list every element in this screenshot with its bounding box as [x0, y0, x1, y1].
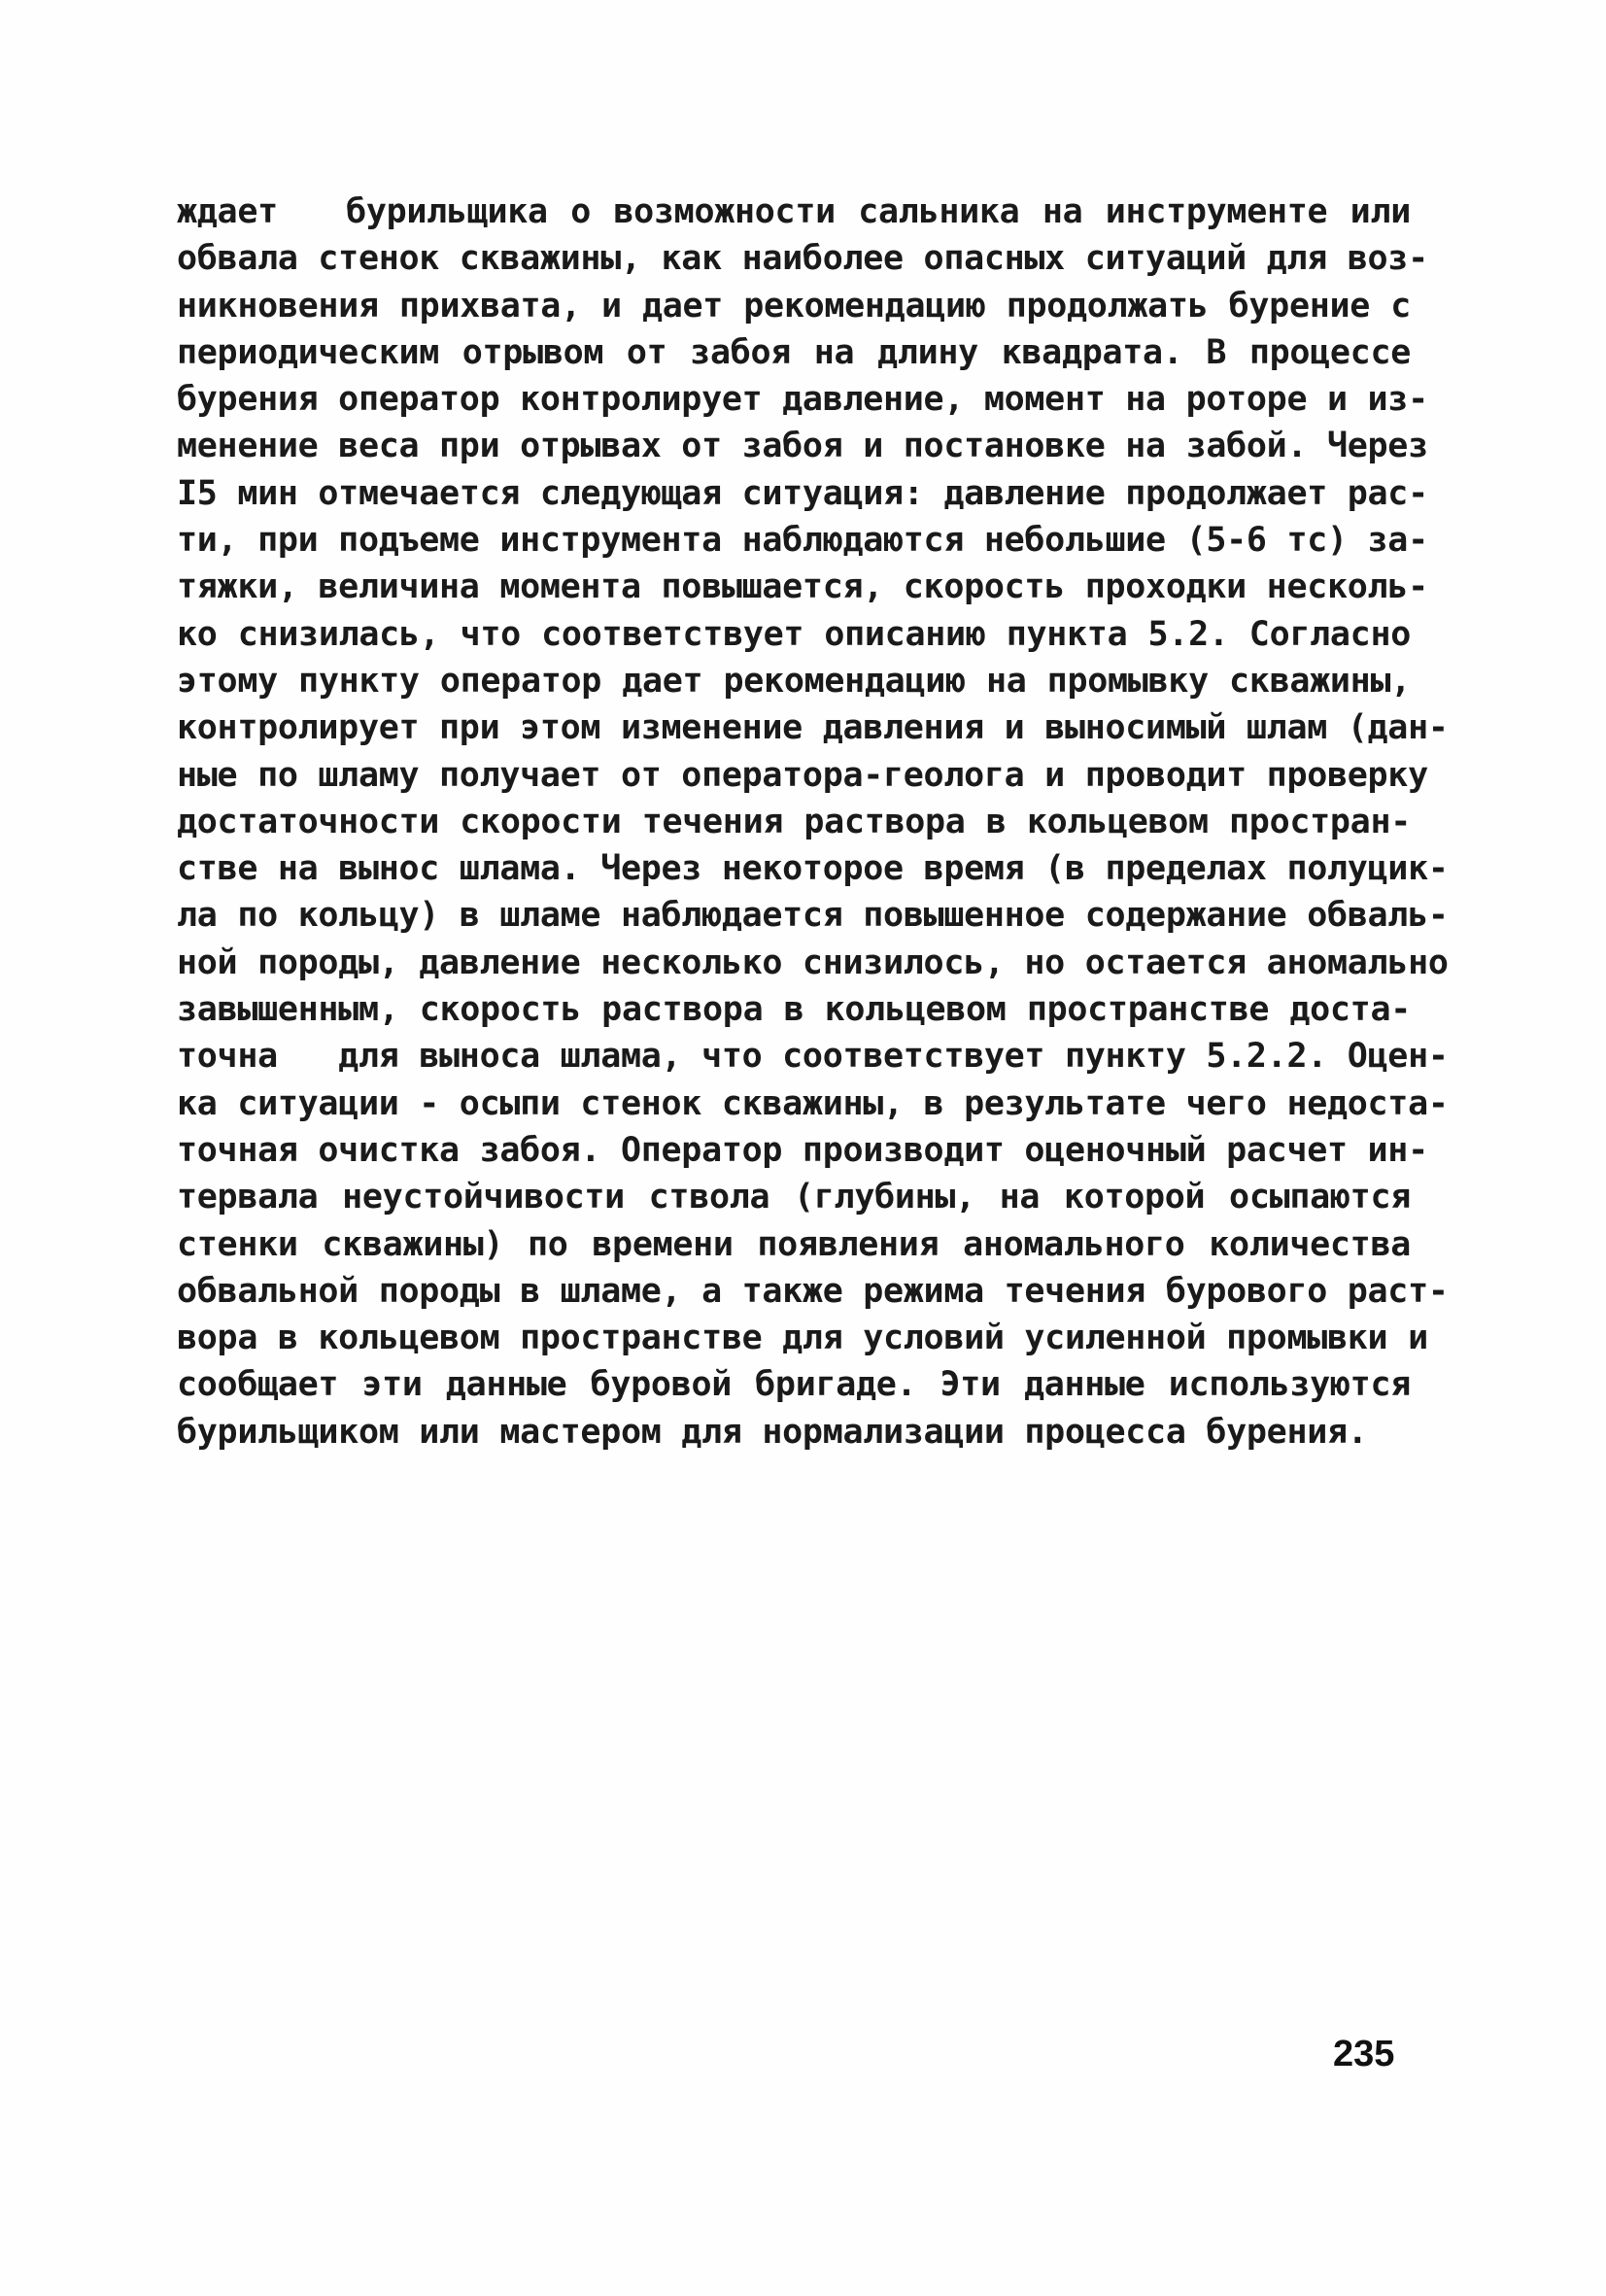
page-number: 235 [1333, 2034, 1395, 2074]
text-line: менение веса при отрывах от забоя и постановке на забой. Через [177, 427, 1428, 466]
text-line: стенки скважины) по времени появления аномального количества [177, 1224, 1411, 1264]
text-line: тервала неустойчивости ствола (глубины, на которой осыпаются [177, 1178, 1411, 1217]
text-line: ные по шламу получает от оператора-геолога и проводит проверку [177, 755, 1428, 795]
text-line: точна для выноса шлама, что соответствует пункту 5.2.2. Оцен- [177, 1037, 1449, 1077]
text-line: бурения оператор контролирует давление, момент на роторе и из- [177, 380, 1428, 420]
body-text [177, 188, 1449, 1456]
text-line: обвальной породы в шламе, а также режима течения бурового раст- [177, 1271, 1449, 1311]
text-line: ждает бурильщика о возможности сальника на инструменте или [177, 192, 1411, 231]
text-line: I5 мин отмечается следующая ситуация: давление продолжает рас- [177, 473, 1428, 513]
text-line: бурильщиком или мастером для нормализации процесса бурения. [177, 1412, 1368, 1452]
text-line: обвала стенок скважины, как наиболее опасных ситуаций для воз- [177, 239, 1428, 279]
text-line: точная очистка забоя. Оператор производит оценочный расчет ин- [177, 1130, 1428, 1170]
text-line: ла по кольцу) в шламе наблюдается повышенное содержание обваль- [177, 896, 1449, 936]
text-line: тяжки, величина момента повышается, скорость проходки несколь- [177, 567, 1428, 607]
text-line: стве на вынос шлама. Через некоторое время (в пределах полуцик- [177, 849, 1449, 889]
text-line: ко снизилась, что соответствует описанию пункта 5.2. Согласно [177, 614, 1411, 654]
text-line: вора в кольцевом пространстве для условий усиленной промывки и [177, 1319, 1428, 1358]
text-line: завышенным, скорость раствора в кольцевом пространстве доста- [177, 990, 1411, 1030]
text-line: достаточности скорости течения раствора в кольцевом простран- [177, 802, 1411, 841]
text-line: контролирует при этом изменение давления и выносимый шлам (дан- [177, 708, 1449, 748]
text-line: никновения прихвата, и дает рекомендацию продолжать бурение с [177, 286, 1411, 326]
text-line: ка ситуации - осыпи стенок скважины, в результате чего недоста- [177, 1083, 1449, 1123]
text-line: ной породы, давление несколько снизилось, но остается аномально [177, 942, 1449, 982]
text-line: этому пункту оператор дает рекомендацию на промывку скважины, [177, 661, 1411, 701]
text-line: сообщает эти данные буровой бригаде. Эти данные используются [177, 1365, 1411, 1405]
text-line: ти, при подъеме инструмента наблюдаются небольшие (5-6 тс) за- [177, 521, 1428, 561]
text-line: периодическим отрывом от забоя на длину квадрата. В процессе [177, 332, 1411, 372]
